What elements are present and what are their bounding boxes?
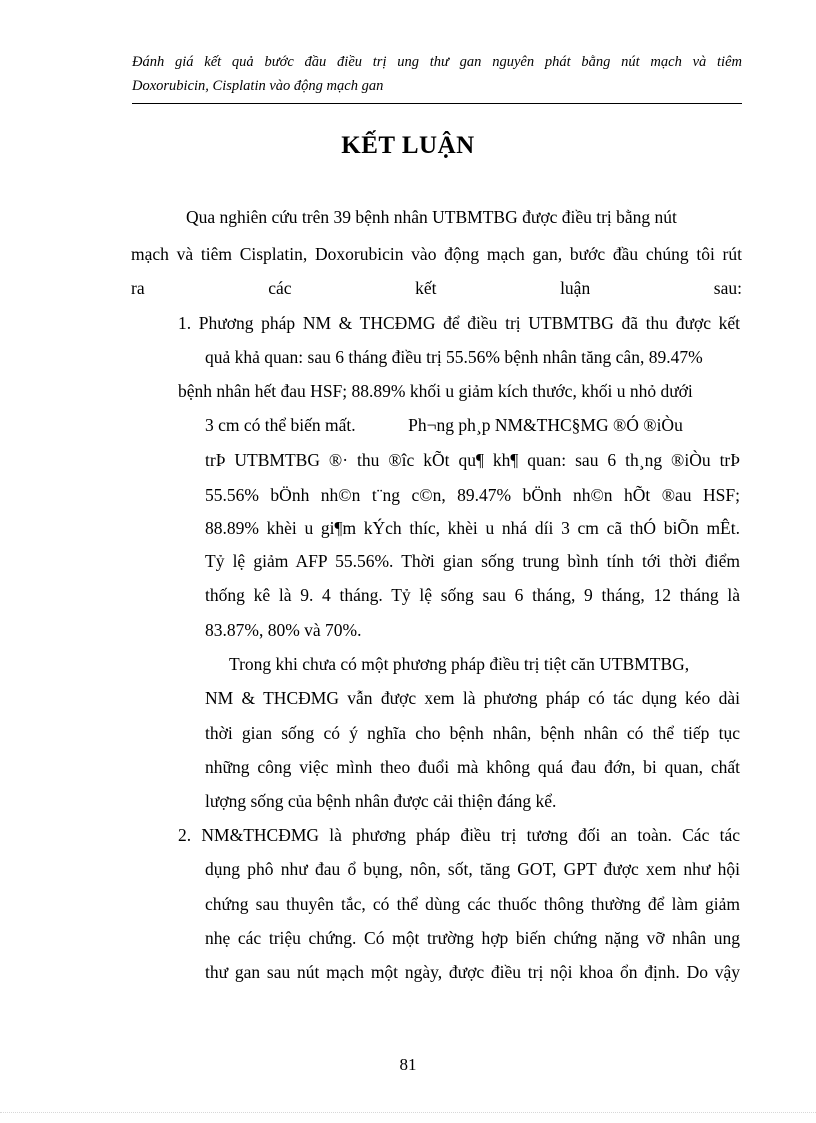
item2-line-5: thư gan sau nút mạch một ngày, được điều trị nội khoa ổn định. Do vậy: [205, 962, 740, 982]
intro-line-2: mạch và tiêm Cisplatin, Doxorubicin vào động mạch gan, bước đầu chúng tôi rút: [131, 244, 742, 264]
header-line-1: Đánh giá kết quả bước đầu điều trị ung thư gan nguyên phát bằng nút mạch và tiêm: [132, 54, 742, 70]
item1-line-3: bệnh nhân hết đau HSF; 88.89% khối u giảm kích thước, khối u nhỏ dưới: [178, 381, 693, 401]
item1-line-4: 3 cm có thể biến mất. Ph¬ng ph¸p NM&THC§MG ®Ó ®iÒu: [205, 415, 683, 435]
page-number: 81: [399, 1055, 417, 1074]
item2-line-3: chứng sau thuyên tắc, có thể dùng các thuốc thông thường để làm giảm: [205, 894, 740, 914]
intro-line-1: Qua nghiên cứu trên 39 bệnh nhân UTBMTBG được điều trị bằng nút: [186, 207, 677, 227]
para2-line-1: Trong khi chưa có một phương pháp điều trị tiệt căn UTBMTBG,: [229, 654, 690, 674]
item1-line-10: 83.87%, 80% và 70%.: [205, 620, 362, 640]
footer-rule: [0, 1112, 816, 1113]
item1-line-6: 55.56% bÖnh nh©n t¨ng c©n, 89.47% bÖnh nh©n hÕt ®au HSF;: [205, 485, 740, 505]
page-title: KẾT LUẬN: [341, 132, 475, 159]
header-rule: [132, 103, 742, 104]
para2-line-2: NM & THCĐMG vẫn được xem là phương pháp có tác dụng kéo dài: [205, 688, 740, 708]
para2-line-5: lượng sống của bệnh nhân được cải thiện đáng kể.: [205, 791, 557, 811]
intro-line-3: ra các kết luận sau:: [131, 278, 742, 298]
item2-line-1: 2. NM&THCĐMG là phương pháp điều trị tương đối an toàn. Các tác: [178, 825, 740, 845]
item1-line-7: 88.89% khèi u gi¶m kÝch thíc, khèi u nhá díi 3 cm cã thÓ biÕn mÊt.: [205, 518, 740, 538]
item2-line-2: dụng phô như đau ổ bụng, nôn, sốt, tăng GOT, GPT được xem như hội: [205, 859, 740, 879]
item2-line-4: nhẹ các triệu chứng. Có một trường hợp biến chứng nặng vỡ nhân ung: [205, 928, 740, 948]
item1-line-8: Tỷ lệ giảm AFP 55.56%. Thời gian sống trung bình tính tới thời điểm: [205, 551, 740, 571]
item1-line-9: thống kê là 9. 4 tháng. Tỷ lệ sống sau 6 tháng, 9 tháng, 12 tháng là: [205, 585, 740, 605]
header-line-2: Doxorubicin, Cisplatin vào động mạch gan: [132, 78, 384, 94]
item1-line-1: 1. Phương pháp NM & THCĐMG để điều trị UTBMTBG đã thu được kết: [178, 313, 740, 333]
para2-line-3: thời gian sống có ý nghĩa cho bệnh nhân, bệnh nhân có thể tiếp tục: [205, 723, 740, 743]
para2-line-4: những công việc mình theo đuổi mà không quá đau đớn, bi quan, chất: [205, 757, 740, 777]
running-header: [132, 50, 742, 98]
item1-line-5: trÞ UTBMTBG ®· thu ®îc kÕt qu¶ kh¶ quan: sau 6 th¸ng ®iÒu trÞ: [205, 450, 740, 470]
item1-line-2: quả khả quan: sau 6 tháng điều trị 55.56% bệnh nhân tăng cân, 89.47%: [205, 347, 703, 367]
